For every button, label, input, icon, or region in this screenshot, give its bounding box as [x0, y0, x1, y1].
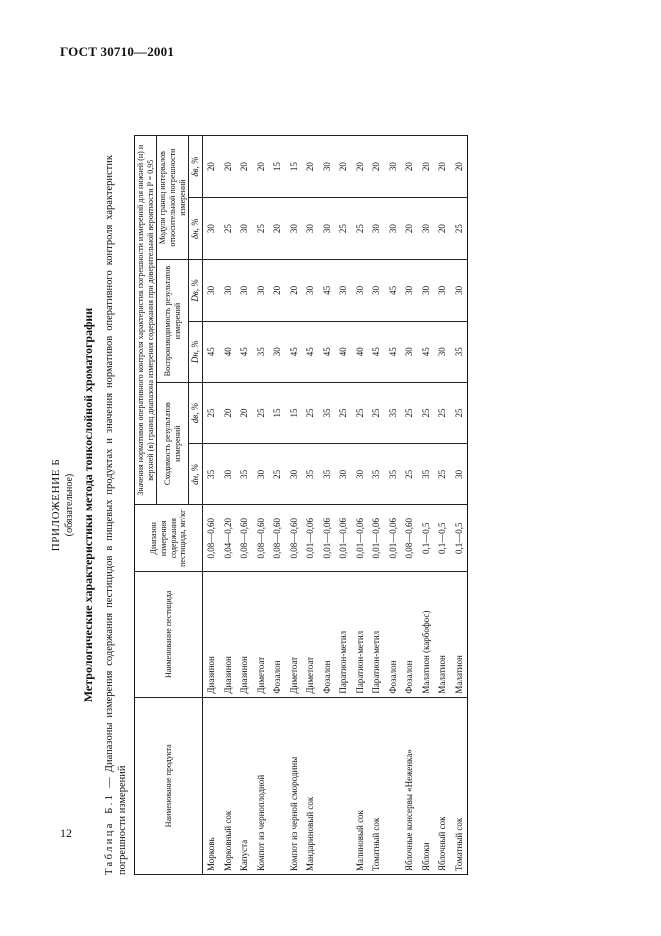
cell-delta-n: 30 [236, 198, 253, 260]
cell-range: 0,08—0,60 [252, 505, 269, 572]
cell-product [335, 697, 352, 874]
cell-range: 0,01—0,06 [318, 505, 335, 572]
cell-delta-n: 20 [401, 198, 418, 260]
cell-pesticide: Диметоат [302, 572, 319, 698]
header-delta-n: δн, % [189, 198, 203, 260]
cell-pesticide: Паратион-метил [368, 572, 385, 698]
table-row [219, 136, 236, 875]
cell-D-n: 45 [285, 321, 302, 382]
cell-delta-v: 20 [434, 136, 451, 198]
cell-delta-n: 30 [202, 198, 219, 260]
cell-pesticide: Диазинон [219, 572, 236, 698]
cell-range: 0,04—0,20 [219, 505, 236, 572]
cell-delta-n: 25 [335, 198, 352, 260]
cell-range: 0,1—0,5 [450, 505, 467, 572]
cell-d-v: 25 [368, 382, 385, 443]
cell-delta-n: 20 [269, 198, 286, 260]
cell-D-v: 20 [285, 260, 302, 321]
header-convergence: Сходимость результатов измерений [157, 382, 189, 505]
cell-d-n: 30 [351, 444, 368, 505]
cell-D-v: 30 [351, 260, 368, 321]
cell-D-v: 30 [335, 260, 352, 321]
header-norms: Значения нормативов оперативного контроля характеристик погрешности измерений для нижней (н) и верхней (в) границ диапазона измерения содержания при доверительной вероятности P = 0,95 [135, 136, 157, 506]
header-accuracy: Модули границ интервалов относительной погрешности измерений [157, 136, 189, 260]
cell-delta-v: 20 [368, 136, 385, 198]
cell-D-n: 35 [252, 321, 269, 382]
cell-d-v: 25 [202, 382, 219, 443]
header-d-n: dн, % [189, 444, 203, 505]
cell-d-n: 35 [368, 444, 385, 505]
cell-delta-v: 30 [318, 136, 335, 198]
header-product: Наименование продукта [135, 697, 203, 874]
cell-delta-v: 20 [202, 136, 219, 198]
table-row [417, 136, 434, 875]
table-row [368, 136, 385, 875]
cell-delta-n: 30 [318, 198, 335, 260]
cell-d-n: 35 [384, 444, 401, 505]
cell-D-v: 30 [202, 260, 219, 321]
table-row [269, 136, 286, 875]
cell-delta-v: 30 [384, 136, 401, 198]
cell-product: Компот из черной смородины [285, 697, 302, 874]
cell-range: 0,1—0,5 [417, 505, 434, 572]
header-d-v: dв, % [189, 382, 203, 443]
cell-pesticide: Паратион-метил [351, 572, 368, 698]
table-caption-text: — Диапазоны измерения содержания пестицидов в пищевых продуктах и значения нормативов оперативного контроля характеристик погрешности измерений [103, 155, 129, 875]
cell-product: Малиновый сок [351, 697, 368, 874]
cell-D-v: 30 [252, 260, 269, 321]
cell-D-n: 30 [434, 321, 451, 382]
appendix-subtitle: (обязательное) [63, 473, 75, 537]
table-row [351, 136, 368, 875]
header-range: Диапазон измерения содержания пестицида, мг/кг [135, 505, 203, 572]
cell-delta-v: 20 [236, 136, 253, 198]
cell-pesticide: Фозалон [318, 572, 335, 698]
cell-delta-n: 30 [285, 198, 302, 260]
cell-range: 0,01—0,06 [368, 505, 385, 572]
cell-delta-n: 20 [434, 198, 451, 260]
cell-pesticide: Малатион [434, 572, 451, 698]
cell-product: Компот из черноплодной [252, 697, 269, 874]
cell-D-v: 30 [302, 260, 319, 321]
cell-d-v: 35 [384, 382, 401, 443]
cell-d-n: 25 [434, 444, 451, 505]
cell-d-v: 15 [269, 382, 286, 443]
cell-product [384, 697, 401, 874]
cell-d-v: 20 [236, 382, 253, 443]
page-number: 12 [60, 826, 72, 840]
cell-pesticide: Малатион (карбофос) [417, 572, 434, 698]
cell-d-v: 25 [351, 382, 368, 443]
cell-d-v: 20 [219, 382, 236, 443]
cell-product: Мандариновый сок [302, 697, 319, 874]
cell-D-n: 40 [335, 321, 352, 382]
cell-delta-n: 25 [219, 198, 236, 260]
cell-d-n: 35 [202, 444, 219, 505]
cell-product: Яблочный сок [434, 697, 451, 874]
cell-D-n: 45 [384, 321, 401, 382]
cell-d-v: 25 [417, 382, 434, 443]
cell-product: Яблоки [417, 697, 434, 874]
cell-product: Морковный сок [219, 697, 236, 874]
cell-delta-v: 15 [285, 136, 302, 198]
cell-pesticide: Диазинон [236, 572, 253, 698]
rotated-appendix-block [50, 135, 610, 875]
cell-D-n: 45 [202, 321, 219, 382]
cell-d-n: 30 [450, 444, 467, 505]
cell-D-n: 45 [368, 321, 385, 382]
cell-D-v: 45 [318, 260, 335, 321]
cell-delta-v: 20 [417, 136, 434, 198]
cell-delta-n: 25 [450, 198, 467, 260]
cell-delta-v: 20 [450, 136, 467, 198]
cell-range: 0,01—0,06 [351, 505, 368, 572]
cell-delta-v: 20 [401, 136, 418, 198]
cell-D-v: 30 [236, 260, 253, 321]
cell-D-v: 30 [434, 260, 451, 321]
cell-d-v: 25 [450, 382, 467, 443]
cell-range: 0,01—0,06 [384, 505, 401, 572]
cell-delta-v: 20 [252, 136, 269, 198]
table-body [202, 136, 467, 875]
cell-d-v: 15 [285, 382, 302, 443]
header-reproducibility: Воспроизводимость результатов измерений [157, 260, 189, 383]
cell-pesticide: Фозалон [384, 572, 401, 698]
table-caption-label: Таблица Б.1 [103, 792, 115, 875]
cell-delta-n: 25 [351, 198, 368, 260]
header-pesticide: Наименование пестицида [135, 572, 203, 698]
cell-range: 0,08—0,60 [401, 505, 418, 572]
metrology-table [134, 135, 468, 875]
cell-range: 0,08—0,60 [269, 505, 286, 572]
cell-product: Капуста [236, 697, 253, 874]
cell-delta-v: 20 [351, 136, 368, 198]
header-D-n: Dн, % [189, 321, 203, 382]
cell-product: Морковь [202, 697, 219, 874]
cell-D-n: 30 [401, 321, 418, 382]
cell-range: 0,01—0,06 [335, 505, 352, 572]
table-row [252, 136, 269, 875]
cell-pesticide: Паратион-метил [335, 572, 352, 698]
cell-d-n: 25 [269, 444, 286, 505]
cell-d-n: 30 [335, 444, 352, 505]
cell-range: 0,08—0,60 [285, 505, 302, 572]
cell-d-n: 35 [302, 444, 319, 505]
cell-D-v: 30 [417, 260, 434, 321]
cell-D-n: 45 [417, 321, 434, 382]
cell-pesticide: Фозалон [269, 572, 286, 698]
table-caption [103, 135, 129, 875]
table-row [302, 136, 319, 875]
cell-d-n: 25 [401, 444, 418, 505]
table-row [318, 136, 335, 875]
cell-product [269, 697, 286, 874]
cell-range: 0,08—0,60 [236, 505, 253, 572]
table-row [285, 136, 302, 875]
cell-D-n: 40 [219, 321, 236, 382]
cell-d-v: 35 [318, 382, 335, 443]
cell-D-n: 40 [351, 321, 368, 382]
table-row [434, 136, 451, 875]
document-header: ГОСТ 30710—2001 [60, 44, 175, 59]
cell-D-v: 30 [450, 260, 467, 321]
cell-d-n: 30 [285, 444, 302, 505]
appendix-title: ПРИЛОЖЕНИЕ Б [50, 458, 62, 552]
cell-delta-v: 15 [269, 136, 286, 198]
header-D-v: Dв, % [189, 260, 203, 321]
cell-range: 0,1—0,5 [434, 505, 451, 572]
cell-d-v: 25 [302, 382, 319, 443]
cell-D-n: 45 [302, 321, 319, 382]
cell-d-n: 35 [417, 444, 434, 505]
cell-d-n: 30 [219, 444, 236, 505]
cell-delta-n: 30 [368, 198, 385, 260]
table-row [236, 136, 253, 875]
cell-product: Томатный сок [368, 697, 385, 874]
cell-delta-v: 20 [302, 136, 319, 198]
cell-D-v: 20 [269, 260, 286, 321]
cell-d-v: 25 [335, 382, 352, 443]
cell-d-n: 35 [236, 444, 253, 505]
cell-delta-v: 20 [335, 136, 352, 198]
table-row [450, 136, 467, 875]
table-row [335, 136, 352, 875]
cell-pesticide: Фозалон [401, 572, 418, 698]
cell-product [318, 697, 335, 874]
cell-pesticide: Диазинон [202, 572, 219, 698]
cell-pesticide: Диметоат [285, 572, 302, 698]
cell-d-n: 30 [252, 444, 269, 505]
cell-D-n: 45 [236, 321, 253, 382]
cell-range: 0,08—0,60 [202, 505, 219, 572]
cell-D-v: 45 [384, 260, 401, 321]
cell-d-v: 25 [434, 382, 451, 443]
cell-D-v: 30 [368, 260, 385, 321]
table-row [202, 136, 219, 875]
cell-pesticide: Малатион [450, 572, 467, 698]
cell-delta-n: 30 [384, 198, 401, 260]
cell-D-v: 30 [401, 260, 418, 321]
cell-d-v: 25 [401, 382, 418, 443]
cell-product: Яблочные консервы «Неженка» [401, 697, 418, 874]
cell-product: Томатный сок [450, 697, 467, 874]
cell-d-n: 35 [318, 444, 335, 505]
cell-D-v: 30 [219, 260, 236, 321]
cell-delta-n: 30 [417, 198, 434, 260]
appendix-heading: Метрологические характеристики метода тонкослойной хроматографии [81, 307, 96, 703]
cell-D-n: 45 [318, 321, 335, 382]
header-delta-v: δв, % [189, 136, 203, 198]
table-row [401, 136, 418, 875]
table-row [384, 136, 401, 875]
cell-delta-n: 30 [302, 198, 319, 260]
cell-D-n: 35 [450, 321, 467, 382]
cell-d-v: 25 [252, 382, 269, 443]
cell-D-n: 30 [269, 321, 286, 382]
cell-delta-n: 25 [252, 198, 269, 260]
cell-delta-v: 20 [219, 136, 236, 198]
cell-pesticide: Диметоат [252, 572, 269, 698]
cell-range: 0,01—0,06 [302, 505, 319, 572]
